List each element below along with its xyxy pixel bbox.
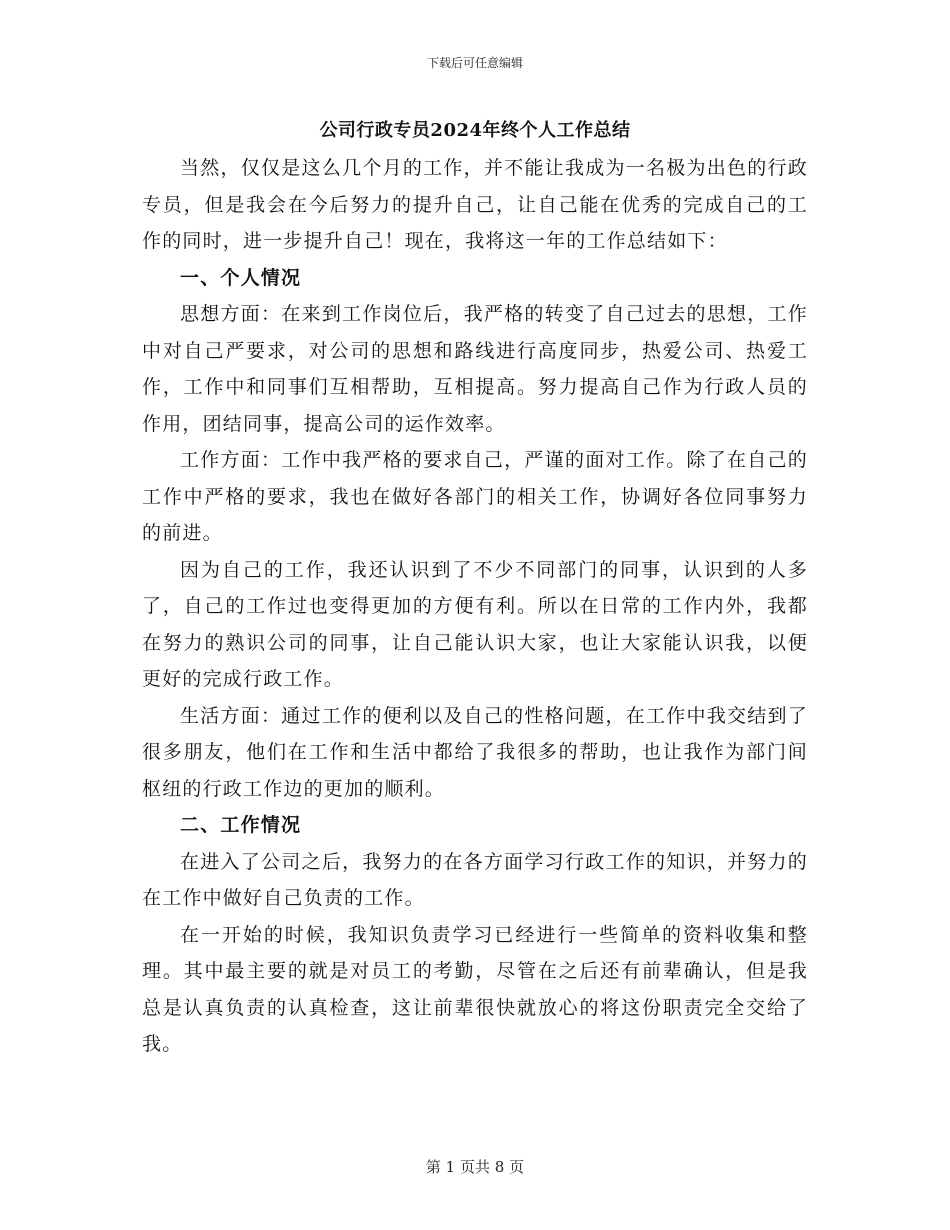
paragraph: 因为自己的工作，我还认识到了不少不同部门的同事，认识到的人多了，自己的工作过也变得更加的方便有利。所以在日常的工作内外，我都在努力的熟识公司的同事，让自己能认识大家，也让大家能认识我，以便更好的完成行政工作。 <box>142 558 808 690</box>
page-footer: 第 1 页共 8 页 <box>425 1158 525 1176</box>
document-title: 公司行政专员2024年终个人工作总结 <box>319 120 631 141</box>
paragraph: 生活方面：通过工作的便利以及自己的性格问题，在工作中我交结到了很多朋友，他们在工作和生活中都给了我很多的帮助，也让我作为部门间枢纽的行政工作边的更加的顺利。 <box>142 704 808 800</box>
paragraph: 工作方面：工作中我严格的要求自己，严谨的面对工作。除了在自己的工作中严格的要求，我也在做好各部门的相关工作，协调好各位同事努力的前进。 <box>142 449 808 544</box>
paragraph: 在一开始的时候，我知识负责学习已经进行一些简单的资料收集和整理。其中最主要的就是对员工的考勤，尽管在之后还有前辈确认，但是我总是认真负责的认真检查，这让前辈很快就放心的将这份职责完全交给了我。 <box>142 923 808 1055</box>
section-heading: 一、个人情况 <box>180 266 302 289</box>
paragraph: 在进入了公司之后，我努力的在各方面学习行政工作的知识，并努力的在工作中做好自己负责的工作。 <box>142 850 808 909</box>
document-body <box>142 150 808 1063</box>
header-note: 下载后可任意编辑 <box>426 56 523 70</box>
paragraph: 思想方面：在来到工作岗位后，我严格的转变了自己过去的思想，工作中对自己严要求，对公司的思想和路线进行高度同步，热爱公司、热爱工作，工作中和同事们互相帮助，互相提高。努力提高自己作为行政人员的作用，团结同事，提高公司的运作效率。 <box>142 303 808 435</box>
paragraph: 当然，仅仅是这么几个月的工作，并不能让我成为一名极为出色的行政专员，但是我会在今后努力的提升自己，让自己能在优秀的完成自己的工作的同时，进一步提升自己！现在，我将这一年的工作总结如下： <box>142 157 808 252</box>
section-heading: 二、工作情况 <box>180 814 302 836</box>
